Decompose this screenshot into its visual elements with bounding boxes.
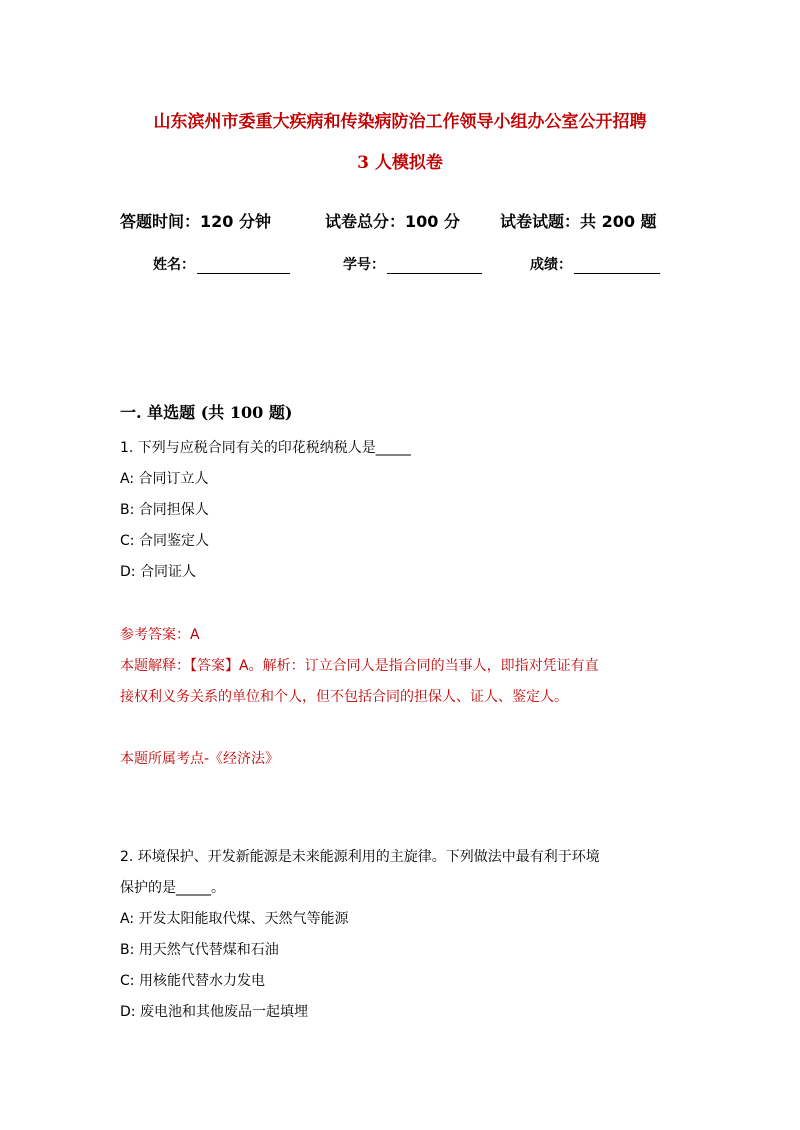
option-b: B: 合同担保人 (120, 502, 209, 518)
option-c: C: 合同鉴定人 (120, 533, 209, 549)
question-2 (120, 842, 680, 1028)
option-d: D: 合同证人 (120, 564, 196, 580)
option-a: A: 开发太阳能取代煤、天然气等能源 (120, 911, 349, 927)
question-stem-line-2: 保护的是_____。 (120, 880, 225, 896)
exam-question-count: 试卷试题：共 200 题 (500, 212, 657, 231)
student-id-field (343, 254, 482, 274)
grade-blank-line (574, 258, 660, 274)
option-c: C: 用核能代替水力发电 (120, 973, 265, 989)
answer-block-1 (120, 620, 680, 713)
document-title-line1: 山东滨州市委重大疾病和传染病防治工作领导小组办公室公开招聘 (153, 112, 647, 132)
option-d: D: 废电池和其他废品一起填埋 (120, 1004, 308, 1020)
question-stem-line-1: 2. 环境保护、开发新能源是未来能源利用的主旋律。下列做法中最有利于环境 (120, 849, 600, 865)
name-blank-line (197, 258, 290, 274)
exam-time: 答题时间：120 分钟 (120, 212, 271, 231)
topic-block-1 (120, 744, 680, 775)
grade-field (530, 254, 660, 274)
explanation-line-2: 接权利义务关系的单位和个人，但不包括合同的担保人、证人、鉴定人。 (120, 689, 568, 705)
reference-answer: 参考答案：A (120, 627, 200, 643)
name-field (153, 254, 290, 274)
topic-note: 本题所属考点-《经济法》 (120, 751, 280, 767)
section-heading: 一. 单选题 (共 100 题) (120, 403, 293, 422)
question-stem: 1. 下列与应税合同有关的印花税纳税人是_____ (120, 440, 411, 456)
option-a: A: 合同订立人 (120, 471, 209, 487)
document-title-line2: 3 人模拟卷 (357, 153, 443, 173)
student-id-label: 学号： (343, 257, 385, 273)
explanation-line-1: 本题解释：【答案】A。解析：订立合同人是指合同的当事人，即指对凭证有直 (120, 658, 599, 674)
student-id-blank-line (387, 258, 482, 274)
name-label: 姓名： (153, 257, 195, 273)
option-b: B: 用天然气代替煤和石油 (120, 942, 279, 958)
exam-total-score: 试卷总分：100 分 (325, 212, 460, 231)
question-1 (120, 433, 680, 588)
grade-label: 成绩： (530, 257, 572, 273)
